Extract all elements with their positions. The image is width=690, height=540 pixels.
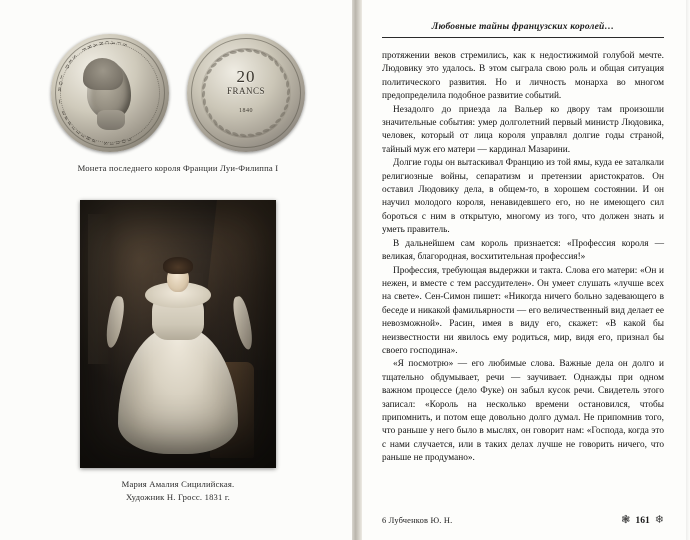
paragraph: Долгие годы он вытаскивал Францию из той ямы, куда ее заталкали религиозные войны, сепаратизм и претензии аристократов. Он оставил Людовику дела, в общем-то, в хорошем состоянии. И он научил молодого короля, ненавидевшего его, но не имеющего сил бороться с ним в открытую, многому из того, что должен знать и уметь правитель.	[382, 158, 664, 236]
laurel-leaf	[222, 53, 229, 57]
laurel-leaf	[262, 128, 269, 132]
portrait-caption-line2: Художник Н. Гросс. 1831 г.	[125, 491, 231, 502]
coin-reverse	[187, 34, 305, 152]
coin-head-neck	[97, 110, 125, 130]
coin-legend-char: E	[61, 110, 67, 117]
swirl-ornament-icon	[621, 515, 664, 526]
coin-legend-char: P	[63, 115, 70, 123]
laurel-leaf	[239, 133, 247, 138]
laurel-leaf	[253, 49, 261, 55]
laurel-leaf	[274, 118, 282, 124]
coin-legend-char: S	[103, 141, 110, 146]
body-text	[382, 50, 664, 466]
coin-legend-char: U	[115, 140, 122, 145]
paragraph: В дальнейшем сам король признается: «Профессия короля — великая, благородная, восхитительная профессия!»	[382, 238, 664, 263]
coin-legend-char: L	[75, 129, 82, 136]
portrait-caption-line1: Мария Амалия Сицилийская.	[121, 479, 235, 490]
coin-legend-char: O	[120, 138, 128, 144]
laurel-leaf	[237, 49, 244, 53]
page-number: 161	[635, 515, 650, 526]
coin-legend-char: N	[97, 41, 104, 46]
book-spine	[352, 0, 362, 540]
portrait-caption	[26, 478, 330, 503]
laurel-leaf	[212, 119, 218, 127]
swirl-right: ❄	[654, 514, 664, 526]
coin-portrait-icon	[70, 52, 147, 136]
oil-portrait-icon	[80, 200, 276, 468]
laurel-leaf	[247, 133, 254, 137]
coin-legend-char: S	[121, 42, 128, 47]
coin-legend-char: E	[66, 58, 74, 66]
paragraph: Незадолго до приезда ла Вальер ко двору там произошли значительные события: умер долголетний первый министр Людовика, человек, который от лица короля управлял долгие годы страной, тайный муж его матери — кардинал Мазарини.	[382, 104, 664, 155]
laurel-leaf	[224, 128, 231, 135]
laurel-leaf	[232, 131, 240, 137]
laurel-leaf	[216, 57, 224, 62]
coin-legend-char: I	[80, 134, 87, 140]
paragraph: «Я посмотрю» — его любимые слова. Важные дела он долго и тщательно обдумывает, речи — заучивает. Однажды при одном важном процессе (дело Фуке) он забыл кусок речи. Свидетель этого записал: «Король на несколько времени остановился, чтобы припомнить, и потом еще довольно долго думал. Не припомнив того, что раньше у него было в мыслях, он говорит нам: «Господа, когда это с нами случается, или в таких делах лучше не говорить ничего, что раньше не продумано».	[382, 359, 664, 464]
coin-legend-char: S	[70, 54, 78, 61]
laurel-leaf	[230, 51, 237, 54]
portrait-vignette	[80, 200, 276, 468]
coin-illustration-group	[26, 34, 330, 152]
coin-legend-char: L	[126, 136, 134, 142]
laurel-leaf	[255, 132, 262, 135]
coin-legend-char: H	[85, 135, 93, 142]
coin-legend-char: R	[57, 86, 62, 94]
coin-value-year: 1840	[239, 107, 253, 114]
laurel-leaf	[260, 51, 267, 58]
laurel-leaf	[269, 123, 277, 128]
paragraph: Профессия, требующая выдержки и такта. Слова его матери: «Он и нежен, и вместе с тем рассудителен». Он умеет слушать «лучше всех на свете». Сен-Симон пишет: «Никогда ничего больно задевающего в беседе и никакой фамильярности — его величественный вид делает ее невозможной». Расин, имея в виду его, скажет: «В какой бы неизвестности ни явилось ему родиться, мир, видя его, признал бы своего господина».	[382, 265, 664, 356]
signature-mark: 6 Лубченков Ю. Н.	[382, 516, 453, 525]
running-head-rule	[382, 37, 664, 38]
coin-value-number: 20	[236, 67, 256, 86]
coin-caption: Монета последнего короля Франции Луи-Филиппа I	[77, 163, 279, 173]
coin-legend-char: P	[67, 120, 73, 128]
coin-obverse	[51, 34, 169, 152]
coin-legend-char: I	[58, 99, 61, 106]
coin-legend-char: D	[63, 63, 71, 71]
coin-legend-char: I	[70, 126, 77, 132]
coin-legend-char: F	[80, 47, 87, 53]
page-footer	[382, 515, 664, 526]
paragraph: протяжении веков стремились, как к недостижимой голубой мечте. Людовику это удалось. В этом сыграла свою роль и общая ситуация политического развития. Но и личность монарха во многом предопределила подобное развитие событий.	[382, 51, 664, 102]
running-head: Любовные тайны французских королей…	[431, 22, 615, 32]
swirl-left: ❃	[621, 514, 631, 526]
coin-denomination	[187, 68, 305, 114]
coin-legend-char: R	[85, 44, 93, 50]
coin-value-currency: FRANCS	[226, 85, 265, 96]
coin-legend-char: O	[58, 80, 64, 88]
coin-legend-char: C	[103, 41, 110, 45]
coin-legend-char: I	[115, 40, 122, 45]
coin-legend-char: P	[91, 138, 98, 144]
coin-legend-char: I	[109, 143, 116, 146]
coin-legend-char: I	[59, 74, 63, 81]
coin-legend-char: A	[109, 40, 116, 46]
laurel-leaf	[245, 48, 253, 53]
page-edge-shadow	[686, 0, 690, 540]
right-page	[362, 0, 690, 540]
coin-head-hair	[83, 58, 123, 90]
coin-legend-char: A	[91, 42, 99, 48]
laurel-leaf	[218, 124, 225, 131]
